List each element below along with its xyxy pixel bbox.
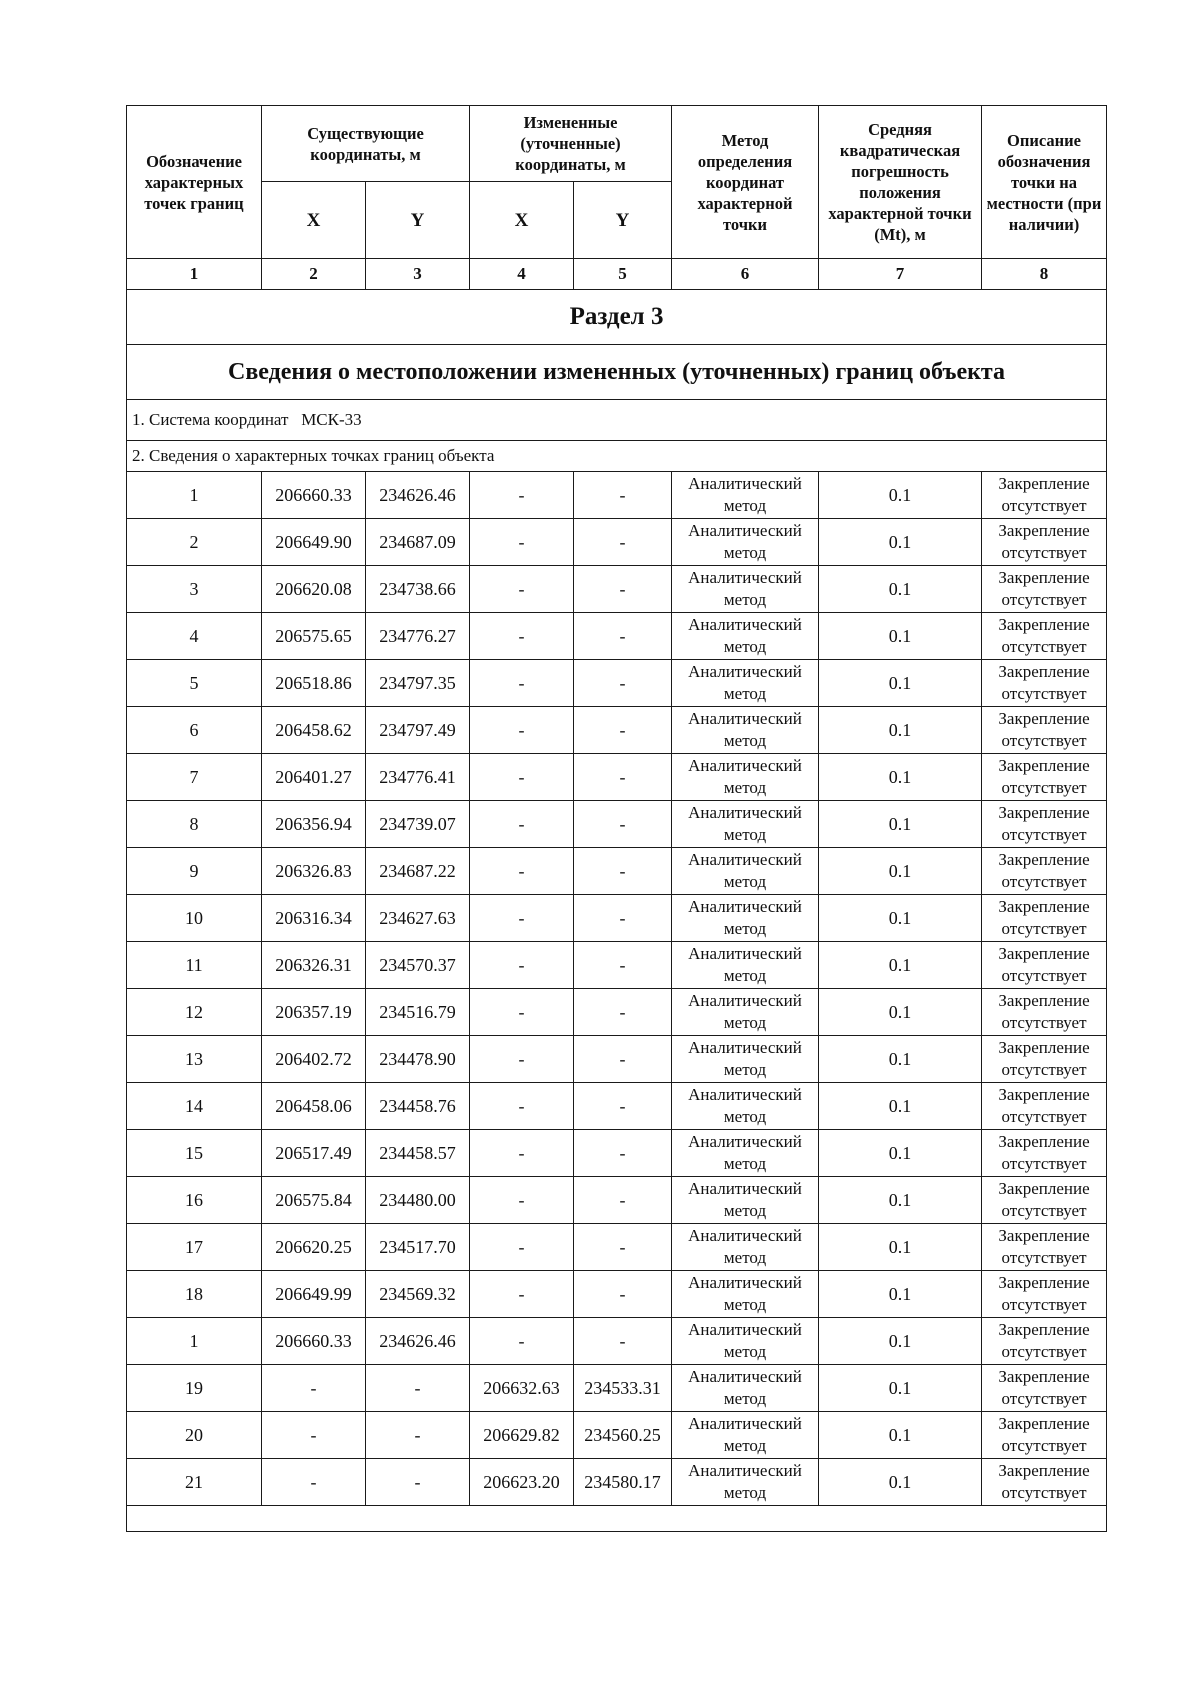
changed-y: - (574, 660, 672, 707)
points-rows (127, 472, 1107, 1506)
point-description: Закрепление отсутствует (982, 989, 1107, 1036)
error-value: 0.1 (819, 1412, 982, 1459)
col-number: 6 (672, 259, 819, 290)
col-number: 3 (366, 259, 470, 290)
coordinate-system: 1. Система координат МСК-33 (127, 400, 1107, 441)
changed-y: - (574, 566, 672, 613)
existing-y: 234570.37 (366, 942, 470, 989)
point-description: Закрепление отсутствует (982, 472, 1107, 519)
point-description: Закрепление отсутствует (982, 1036, 1107, 1083)
point-number: 21 (127, 1459, 262, 1506)
error-value: 0.1 (819, 519, 982, 566)
existing-y: 234569.32 (366, 1271, 470, 1318)
method: Аналитический метод (672, 754, 819, 801)
table-row (127, 1177, 1107, 1224)
method: Аналитический метод (672, 566, 819, 613)
existing-y: 234776.41 (366, 754, 470, 801)
table-row (127, 707, 1107, 754)
existing-x: 206660.33 (262, 1318, 366, 1365)
point-description: Закрепление отсутствует (982, 1083, 1107, 1130)
table-row (127, 519, 1107, 566)
point-number: 3 (127, 566, 262, 613)
existing-x: 206458.06 (262, 1083, 366, 1130)
method: Аналитический метод (672, 1130, 819, 1177)
table-row (127, 1130, 1107, 1177)
method: Аналитический метод (672, 660, 819, 707)
changed-x: - (470, 1318, 574, 1365)
method: Аналитический метод (672, 472, 819, 519)
point-description: Закрепление отсутствует (982, 1412, 1107, 1459)
existing-y: 234739.07 (366, 801, 470, 848)
point-number: 5 (127, 660, 262, 707)
changed-y: - (574, 1271, 672, 1318)
method: Аналитический метод (672, 1459, 819, 1506)
error-value: 0.1 (819, 801, 982, 848)
existing-x: 206402.72 (262, 1036, 366, 1083)
col-error: Средняя квадратическая погрешность положения характерной точки (Mt), м (819, 106, 982, 259)
point-description: Закрепление отсутствует (982, 895, 1107, 942)
method: Аналитический метод (672, 1036, 819, 1083)
method: Аналитический метод (672, 1224, 819, 1271)
point-description: Закрепление отсутствует (982, 519, 1107, 566)
point-description: Закрепление отсутствует (982, 1224, 1107, 1271)
table-row (127, 472, 1107, 519)
col-number: 1 (127, 259, 262, 290)
existing-y: 234458.57 (366, 1130, 470, 1177)
table-row (127, 848, 1107, 895)
existing-x: 206356.94 (262, 801, 366, 848)
point-number: 10 (127, 895, 262, 942)
existing-y: 234797.49 (366, 707, 470, 754)
col-changed-coords: Измененные (уточненные) координаты, м (470, 106, 672, 182)
existing-x: 206518.86 (262, 660, 366, 707)
method: Аналитический метод (672, 1365, 819, 1412)
point-description: Закрепление отсутствует (982, 613, 1107, 660)
col-method: Метод определения координат характерной точки (672, 106, 819, 259)
table-row (127, 1083, 1107, 1130)
point-number: 11 (127, 942, 262, 989)
changed-y: - (574, 1224, 672, 1271)
table-row (127, 989, 1107, 1036)
error-value: 0.1 (819, 1318, 982, 1365)
table-row (127, 613, 1107, 660)
changed-y: 234580.17 (574, 1459, 672, 1506)
col-point-label: Обозначение характерных точек границ (127, 106, 262, 259)
changed-y: - (574, 707, 672, 754)
changed-x: 206623.20 (470, 1459, 574, 1506)
existing-x: - (262, 1365, 366, 1412)
method: Аналитический метод (672, 895, 819, 942)
changed-x: - (470, 1130, 574, 1177)
error-value: 0.1 (819, 660, 982, 707)
col-number: 4 (470, 259, 574, 290)
table-row (127, 1271, 1107, 1318)
changed-x: - (470, 989, 574, 1036)
error-value: 0.1 (819, 989, 982, 1036)
table-row (127, 1036, 1107, 1083)
point-number: 16 (127, 1177, 262, 1224)
existing-y: 234687.22 (366, 848, 470, 895)
error-value: 0.1 (819, 895, 982, 942)
table-row (127, 1412, 1107, 1459)
changed-x: - (470, 1224, 574, 1271)
error-value: 0.1 (819, 1271, 982, 1318)
table-row (127, 801, 1107, 848)
existing-x: 206575.65 (262, 613, 366, 660)
existing-x: 206649.99 (262, 1271, 366, 1318)
existing-x: 206517.49 (262, 1130, 366, 1177)
changed-y: - (574, 895, 672, 942)
point-number: 7 (127, 754, 262, 801)
existing-y: 234516.79 (366, 989, 470, 1036)
existing-x: 206620.25 (262, 1224, 366, 1271)
existing-y: - (366, 1459, 470, 1506)
changed-x: - (470, 942, 574, 989)
point-description: Закрепление отсутствует (982, 707, 1107, 754)
error-value: 0.1 (819, 1365, 982, 1412)
point-number: 20 (127, 1412, 262, 1459)
existing-x: 206326.31 (262, 942, 366, 989)
document-sheet (126, 105, 1106, 1532)
point-description: Закрепление отсутствует (982, 942, 1107, 989)
existing-y: 234626.46 (366, 472, 470, 519)
method: Аналитический метод (672, 1177, 819, 1224)
point-description: Закрепление отсутствует (982, 1365, 1107, 1412)
method: Аналитический метод (672, 707, 819, 754)
existing-x: 206620.08 (262, 566, 366, 613)
changed-x: - (470, 519, 574, 566)
method: Аналитический метод (672, 1083, 819, 1130)
existing-y: 234797.35 (366, 660, 470, 707)
method: Аналитический метод (672, 519, 819, 566)
error-value: 0.1 (819, 754, 982, 801)
col-changed-y: Y (574, 182, 672, 259)
table-row (127, 1224, 1107, 1271)
method: Аналитический метод (672, 1412, 819, 1459)
existing-x: 206649.90 (262, 519, 366, 566)
changed-x: - (470, 1083, 574, 1130)
point-description: Закрепление отсутствует (982, 1130, 1107, 1177)
point-description: Закрепление отсутствует (982, 1271, 1107, 1318)
existing-y: 234478.90 (366, 1036, 470, 1083)
existing-y: - (366, 1412, 470, 1459)
point-number: 2 (127, 519, 262, 566)
changed-x: - (470, 1036, 574, 1083)
changed-x: - (470, 566, 574, 613)
changed-x: - (470, 707, 574, 754)
changed-y: - (574, 613, 672, 660)
existing-y: 234480.00 (366, 1177, 470, 1224)
changed-x: - (470, 848, 574, 895)
existing-x: 206316.34 (262, 895, 366, 942)
boundary-points-table (126, 105, 1107, 1532)
changed-y: - (574, 848, 672, 895)
existing-y: - (366, 1365, 470, 1412)
document-heading: Сведения о местоположении измененных (уточненных) границ объекта (127, 345, 1107, 400)
method: Аналитический метод (672, 801, 819, 848)
col-existing-y: Y (366, 182, 470, 259)
col-number: 5 (574, 259, 672, 290)
changed-x: - (470, 660, 574, 707)
existing-y: 234458.76 (366, 1083, 470, 1130)
point-description: Закрепление отсутствует (982, 1318, 1107, 1365)
changed-y: - (574, 1130, 672, 1177)
col-number: 8 (982, 259, 1107, 290)
method: Аналитический метод (672, 613, 819, 660)
point-number: 14 (127, 1083, 262, 1130)
existing-y: 234626.46 (366, 1318, 470, 1365)
error-value: 0.1 (819, 1459, 982, 1506)
col-number: 7 (819, 259, 982, 290)
col-description: Описание обозначения точки на местности (при наличии) (982, 106, 1107, 259)
changed-y: - (574, 1318, 672, 1365)
error-value: 0.1 (819, 613, 982, 660)
table-row (127, 1459, 1107, 1506)
method: Аналитический метод (672, 942, 819, 989)
table-row (127, 942, 1107, 989)
table-row (127, 660, 1107, 707)
table-row (127, 1318, 1107, 1365)
point-description: Закрепление отсутствует (982, 848, 1107, 895)
changed-x: - (470, 472, 574, 519)
changed-y: - (574, 801, 672, 848)
error-value: 0.1 (819, 1036, 982, 1083)
existing-x: - (262, 1412, 366, 1459)
point-number: 4 (127, 613, 262, 660)
point-description: Закрепление отсутствует (982, 1459, 1107, 1506)
changed-y: - (574, 1083, 672, 1130)
point-number: 12 (127, 989, 262, 1036)
changed-x: 206632.63 (470, 1365, 574, 1412)
existing-x: - (262, 1459, 366, 1506)
changed-x: - (470, 801, 574, 848)
point-number: 13 (127, 1036, 262, 1083)
point-description: Закрепление отсутствует (982, 566, 1107, 613)
method: Аналитический метод (672, 1271, 819, 1318)
point-number: 8 (127, 801, 262, 848)
changed-x: - (470, 895, 574, 942)
table-row (127, 895, 1107, 942)
changed-y: - (574, 472, 672, 519)
existing-y: 234738.66 (366, 566, 470, 613)
existing-y: 234627.63 (366, 895, 470, 942)
error-value: 0.1 (819, 1083, 982, 1130)
existing-y: 234517.70 (366, 1224, 470, 1271)
error-value: 0.1 (819, 1224, 982, 1271)
changed-x: - (470, 1177, 574, 1224)
existing-x: 206357.19 (262, 989, 366, 1036)
point-number: 15 (127, 1130, 262, 1177)
table-footer-row (127, 1506, 1107, 1532)
existing-x: 206660.33 (262, 472, 366, 519)
existing-x: 206326.83 (262, 848, 366, 895)
section-title: Раздел 3 (127, 290, 1107, 345)
changed-x: 206629.82 (470, 1412, 574, 1459)
error-value: 0.1 (819, 1177, 982, 1224)
error-value: 0.1 (819, 1130, 982, 1177)
method: Аналитический метод (672, 848, 819, 895)
point-description: Закрепление отсутствует (982, 660, 1107, 707)
changed-x: - (470, 613, 574, 660)
method: Аналитический метод (672, 1318, 819, 1365)
points-caption: 2. Сведения о характерных точках границ объекта (127, 441, 1107, 472)
col-changed-x: X (470, 182, 574, 259)
changed-x: - (470, 754, 574, 801)
changed-y: - (574, 754, 672, 801)
col-number: 2 (262, 259, 366, 290)
error-value: 0.1 (819, 942, 982, 989)
error-value: 0.1 (819, 848, 982, 895)
changed-y: - (574, 1177, 672, 1224)
point-description: Закрепление отсутствует (982, 1177, 1107, 1224)
changed-y: 234533.31 (574, 1365, 672, 1412)
error-value: 0.1 (819, 707, 982, 754)
changed-x: - (470, 1271, 574, 1318)
existing-y: 234687.09 (366, 519, 470, 566)
table-row (127, 566, 1107, 613)
changed-y: - (574, 519, 672, 566)
point-number: 1 (127, 472, 262, 519)
changed-y: 234560.25 (574, 1412, 672, 1459)
changed-y: - (574, 1036, 672, 1083)
col-existing-x: X (262, 182, 366, 259)
point-number: 19 (127, 1365, 262, 1412)
error-value: 0.1 (819, 472, 982, 519)
changed-y: - (574, 989, 672, 1036)
error-value: 0.1 (819, 566, 982, 613)
existing-x: 206575.84 (262, 1177, 366, 1224)
point-description: Закрепление отсутствует (982, 801, 1107, 848)
point-number: 9 (127, 848, 262, 895)
point-number: 6 (127, 707, 262, 754)
point-description: Закрепление отсутствует (982, 754, 1107, 801)
point-number: 1 (127, 1318, 262, 1365)
method: Аналитический метод (672, 989, 819, 1036)
col-existing-coords: Существующие координаты, м (262, 106, 470, 182)
changed-y: - (574, 942, 672, 989)
table-row (127, 1365, 1107, 1412)
point-number: 18 (127, 1271, 262, 1318)
point-number: 17 (127, 1224, 262, 1271)
existing-x: 206458.62 (262, 707, 366, 754)
existing-y: 234776.27 (366, 613, 470, 660)
existing-x: 206401.27 (262, 754, 366, 801)
table-row (127, 754, 1107, 801)
